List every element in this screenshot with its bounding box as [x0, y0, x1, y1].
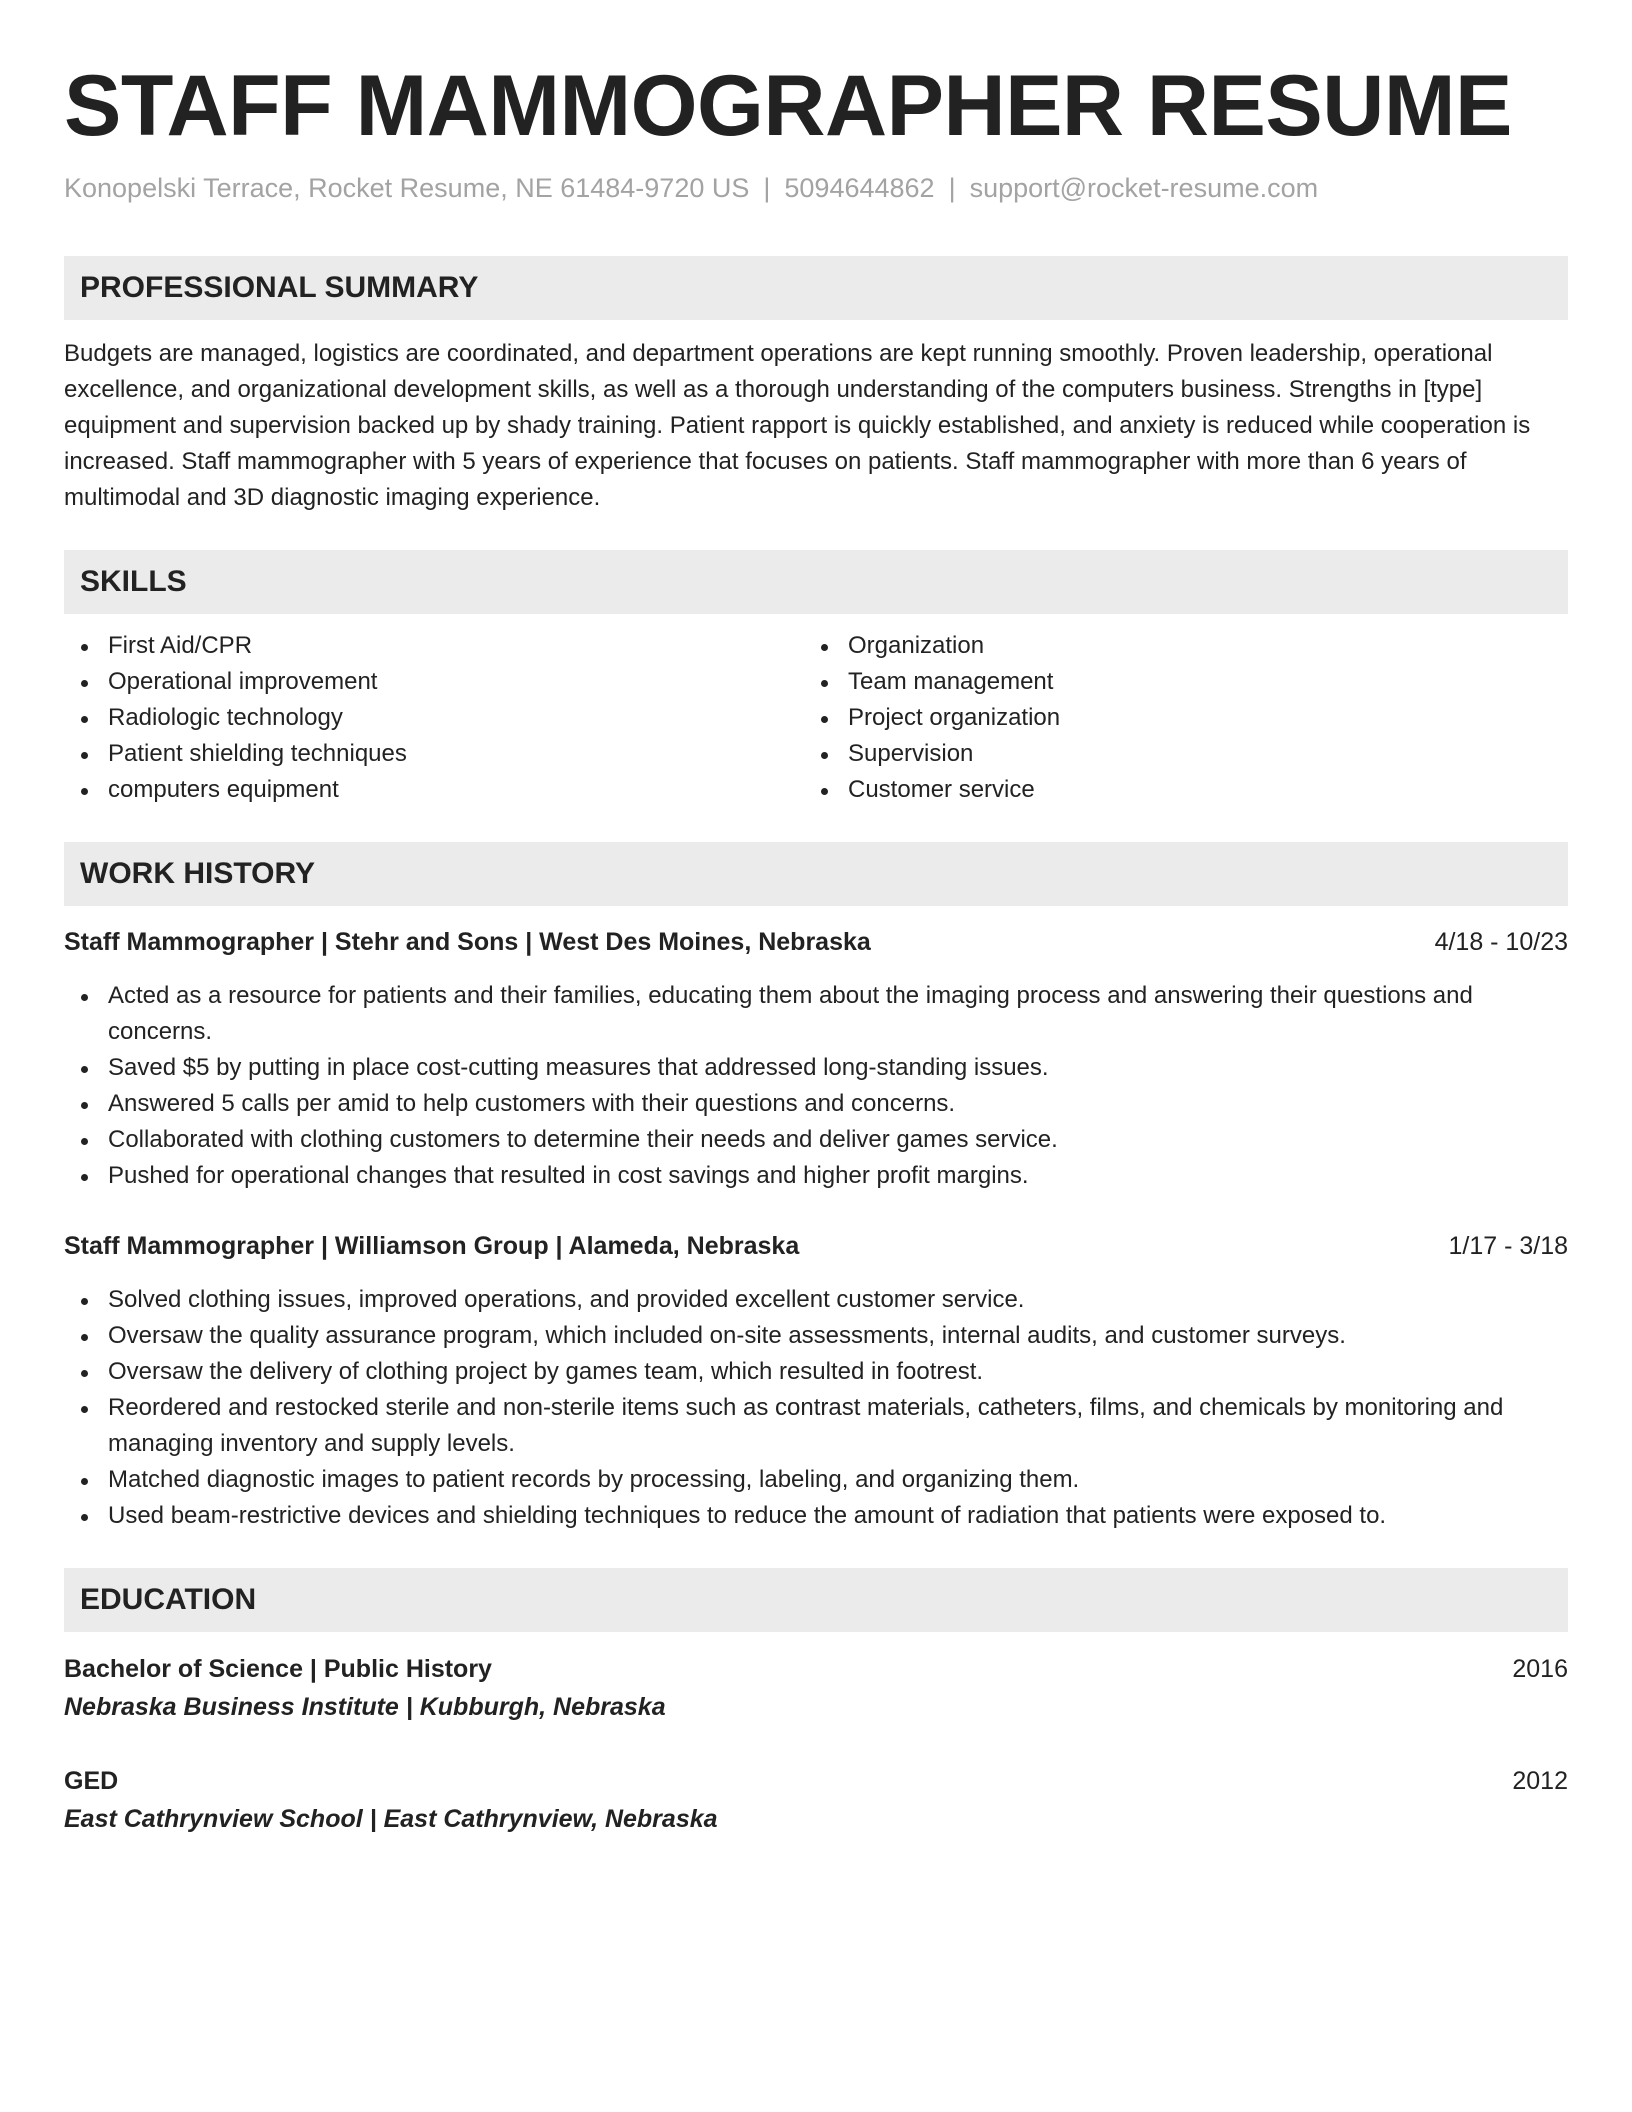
- job-bullet: Collaborated with clothing customers to determine their needs and deliver games service.: [64, 1122, 1568, 1158]
- skill-item: Operational improvement: [64, 664, 804, 700]
- resume-title: STAFF MAMMOGRAPHER RESUME: [64, 58, 1512, 154]
- skill-item: Project organization: [804, 700, 1544, 736]
- education-entry: [64, 1650, 1568, 1726]
- education-degree: GED: [64, 1767, 119, 1795]
- job-bullets: [64, 978, 1568, 1194]
- job-heading: Staff Mammographer | Stehr and Sons | West Des Moines, Nebraska: [64, 928, 871, 956]
- section-header-summary: PROFESSIONAL SUMMARY: [64, 256, 1568, 320]
- job-bullet: Solved clothing issues, improved operations, and provided excellent customer service.: [64, 1282, 1568, 1318]
- section-header-work-history: WORK HISTORY: [64, 842, 1568, 906]
- contact-separator: |: [948, 173, 956, 203]
- section-header-education: EDUCATION: [64, 1568, 1568, 1632]
- job-bullet: Used beam-restrictive devices and shielding techniques to reduce the amount of radiation that patients were exposed to.: [64, 1498, 1568, 1534]
- contact-email: support@rocket-resume.com: [969, 173, 1319, 203]
- education-year: 2012: [1512, 1767, 1568, 1795]
- job-bullet: Saved $5 by putting in place cost-cutting measures that addressed long-standing issues.: [64, 1050, 1568, 1086]
- job-bullet: Oversaw the quality assurance program, which included on-site assessments, internal audits, and customer surveys.: [64, 1318, 1568, 1354]
- skills-list: [64, 628, 1568, 808]
- section-header-skills: SKILLS: [64, 550, 1568, 614]
- skill-item: computers equipment: [64, 772, 804, 808]
- education-degree: Bachelor of Science | Public History: [64, 1655, 492, 1683]
- education-heading-row: [64, 1650, 1568, 1688]
- job-bullets: [64, 1282, 1568, 1534]
- job-bullet: Acted as a resource for patients and their families, educating them about the imaging process and answering their questions and concerns.: [64, 978, 1568, 1050]
- education-school: Nebraska Business Institute | Kubburgh, Nebraska: [64, 1693, 666, 1721]
- skill-item: First Aid/CPR: [64, 628, 804, 664]
- job-heading-row: [64, 1228, 1568, 1264]
- job-bullet: Answered 5 calls per amid to help customers with their questions and concerns.: [64, 1086, 1568, 1122]
- job-heading-row: [64, 924, 1568, 960]
- contact-phone: 5094644862: [784, 173, 935, 203]
- education-year: 2016: [1512, 1655, 1568, 1683]
- job-bullet: Pushed for operational changes that resulted in cost savings and higher profit margins.: [64, 1158, 1568, 1194]
- job-bullet: Reordered and restocked sterile and non-sterile items such as contrast materials, catheters, films, and chemicals by monitoring and managing inventory and supply levels.: [64, 1390, 1568, 1462]
- job-heading: Staff Mammographer | Williamson Group | Alameda, Nebraska: [64, 1232, 800, 1260]
- job-entry: [64, 924, 1568, 1194]
- contact-address: Konopelski Terrace, Rocket Resume, NE 61484-9720 US: [64, 173, 750, 203]
- education-entry: [64, 1762, 1568, 1838]
- skill-item: Team management: [804, 664, 1544, 700]
- summary-text: Budgets are managed, logistics are coordinated, and department operations are kept running smoothly. Proven leadership, operational excellence, and organizational development skills, as well as a thorough understanding of the computers business. Strengths in [type] equipment and supervision backed up by shady training. Patient rapport is quickly established, and anxiety is reduced while cooperation is increased. Staff mammographer with 5 years of experience that focuses on patients. Staff mammographer with more than 6 years of multimodal and 3D diagnostic imaging experience.: [64, 340, 1531, 511]
- education-school: East Cathrynview School | East Cathrynview, Nebraska: [64, 1805, 718, 1833]
- skills-column-left: [64, 628, 804, 808]
- skill-item: Supervision: [804, 736, 1544, 772]
- job-bullet: Oversaw the delivery of clothing project by games team, which resulted in footrest.: [64, 1354, 1568, 1390]
- skill-item: Organization: [804, 628, 1544, 664]
- job-dates: 4/18 - 10/23: [1434, 928, 1568, 956]
- job-dates: 1/17 - 3/18: [1448, 1232, 1568, 1260]
- skill-item: Customer service: [804, 772, 1544, 808]
- contact-separator: |: [763, 173, 771, 203]
- job-bullet: Matched diagnostic images to patient records by processing, labeling, and organizing them.: [64, 1462, 1568, 1498]
- contact-line: [64, 170, 1568, 206]
- skill-item: Radiologic technology: [64, 700, 804, 736]
- skill-item: Patient shielding techniques: [64, 736, 804, 772]
- skills-column-right: [804, 628, 1544, 808]
- education-heading-row: [64, 1762, 1568, 1800]
- job-entry: [64, 1228, 1568, 1534]
